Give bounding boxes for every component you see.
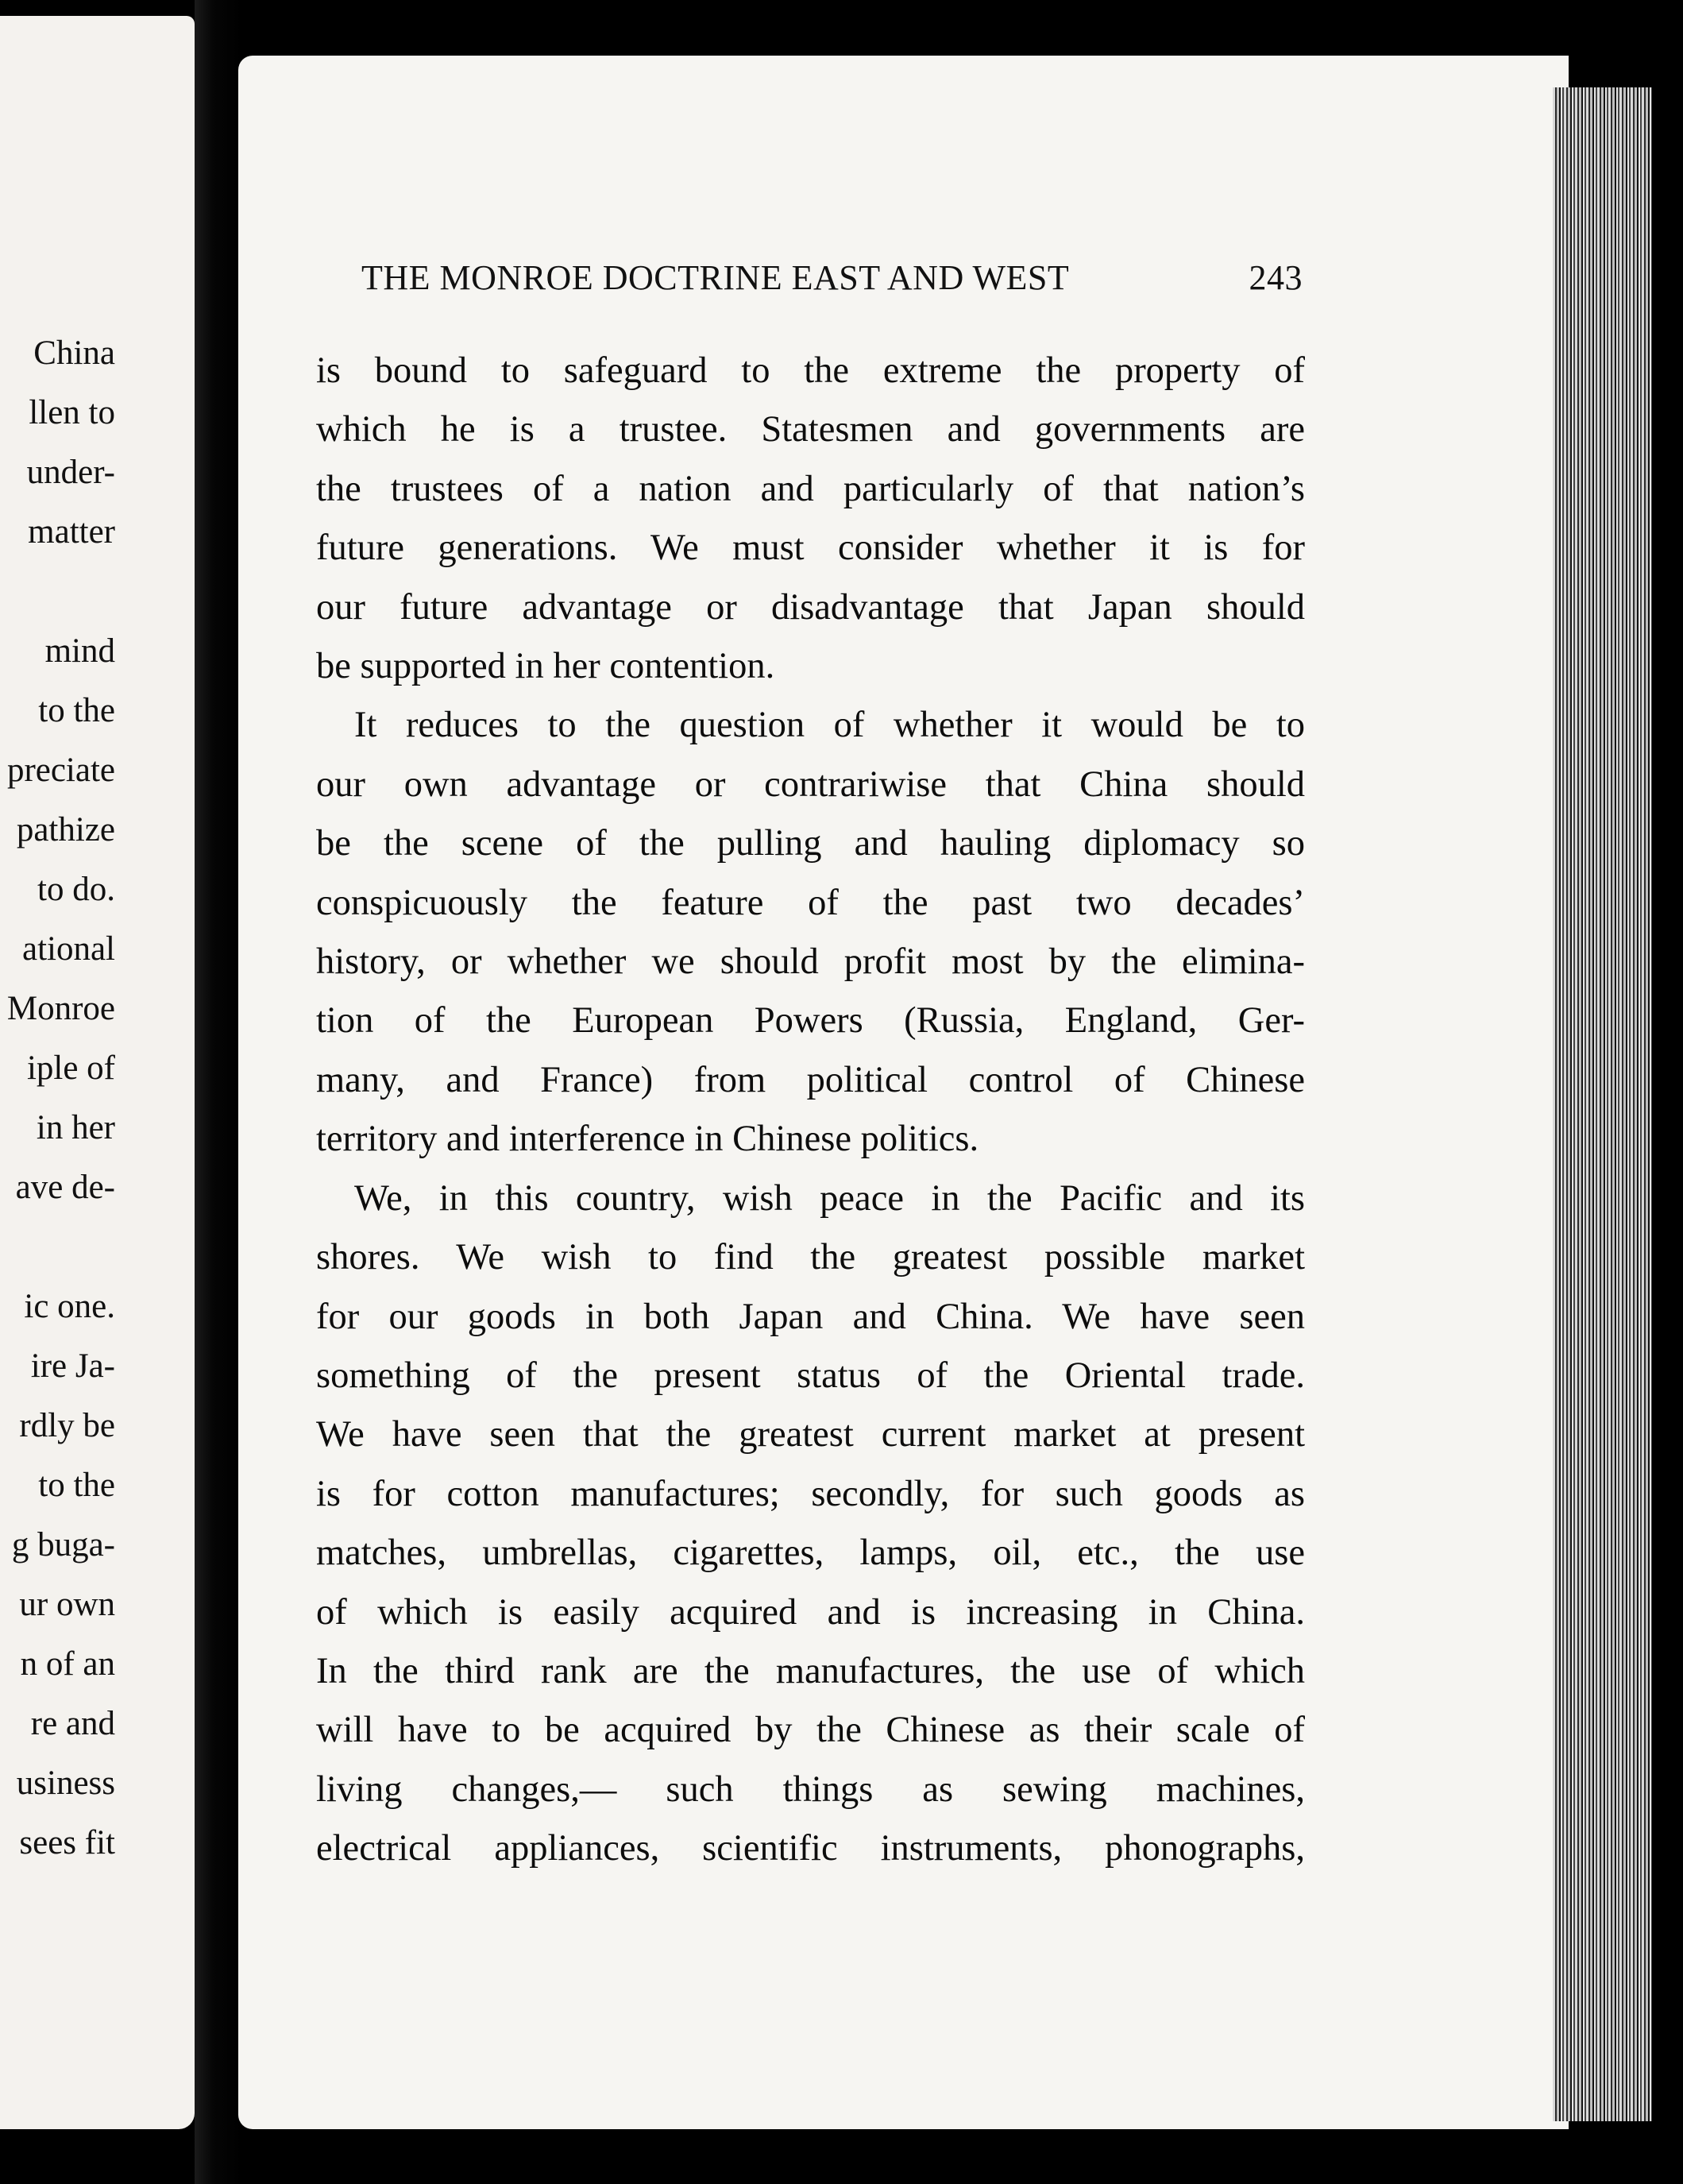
left-page-line: to do. [37, 871, 115, 908]
text-line: We, in this country, wish peace in the Pacific and its [354, 1177, 1305, 1219]
text-line: which he is a trustee. Statesmen and governments are [316, 409, 1305, 450]
text-line: is bound to safeguard to the extreme the property of [316, 350, 1305, 391]
text-line: conspicuously the feature of the past two decades’ [316, 882, 1305, 923]
left-page-line: llen to [29, 394, 115, 431]
left-page-line: Monroe [6, 990, 115, 1027]
left-page-line: ire Ja- [30, 1347, 115, 1385]
left-page-line: to the [38, 692, 115, 729]
text-line: It reduces to the question of whether it would be to [354, 705, 1305, 746]
text-line: living changes,— such things as sewing machines, [316, 1768, 1305, 1810]
page-number: 243 [1249, 258, 1303, 297]
left-page-line: China [33, 334, 115, 372]
page-body [316, 342, 1305, 1879]
left-page-line: matter [28, 513, 115, 551]
paragraph [316, 1169, 1305, 1879]
left-page-line: under- [26, 454, 115, 491]
text-line: our own advantage or contrariwise that China should [316, 763, 1305, 805]
left-page-line: pathize [16, 811, 115, 848]
text-line: In the third rank are the manufactures, the use of which [316, 1650, 1305, 1691]
text-line: electrical appliances, scientific instruments, phonographs, [316, 1828, 1305, 1869]
text-line: matches, umbrellas, cigarettes, lamps, oil, etc., the use [316, 1533, 1305, 1574]
left-page-line: ic one. [24, 1288, 115, 1325]
left-page-line: rdly be [19, 1407, 115, 1444]
paragraph [316, 342, 1305, 696]
text-line: territory and interference in Chinese politics. [316, 1119, 979, 1160]
page-edges [1553, 87, 1652, 2121]
book-gutter [195, 0, 242, 2184]
left-page-line: n of an [20, 1645, 115, 1683]
text-line: be the scene of the pulling and hauling diplomacy so [316, 823, 1305, 864]
left-page-line: in her [36, 1109, 115, 1146]
paragraph [316, 696, 1305, 1169]
left-page-line: to the [38, 1467, 115, 1504]
left-page-line: ational [21, 930, 115, 968]
text-line: of which is easily acquired and is increasing in China. [316, 1591, 1305, 1633]
left-page-line: ave de- [15, 1169, 115, 1206]
text-line: for our goods in both Japan and China. We have seen [316, 1296, 1305, 1337]
left-page-line: usiness [16, 1765, 115, 1802]
text-line: history, or whether we should profit most by the elimina- [316, 941, 1305, 983]
text-line: will have to be acquired by the Chinese as their scale of [316, 1710, 1305, 1751]
text-line: shores. We wish to find the greatest possible market [316, 1237, 1305, 1278]
text-line: something of the present status of the Oriental trade. [316, 1355, 1305, 1396]
left-page-line: ur own [19, 1586, 115, 1623]
text-line: be supported in her contention. [316, 646, 775, 687]
left-page-line: re and [30, 1705, 115, 1742]
running-head-title: THE MONROE DOCTRINE EAST AND WEST [361, 258, 1070, 297]
text-line: the trustees of a nation and particularly of that nation’s [316, 468, 1305, 509]
text-line: tion of the European Powers (Russia, England, Ger- [316, 1000, 1305, 1042]
left-facing-page [0, 16, 195, 2129]
text-line: many, and France) from political control of Chinese [316, 1059, 1305, 1100]
text-line: our future advantage or disadvantage that Japan should [316, 586, 1305, 628]
left-page-line: g buga- [11, 1526, 115, 1564]
text-line: future generations. We must consider whether it is for [316, 528, 1305, 569]
text-line: We have seen that the greatest current market at present [316, 1414, 1305, 1455]
text-line: is for cotton manufactures; secondly, for such goods as [316, 1473, 1305, 1514]
left-page-line: sees fit [19, 1824, 115, 1861]
left-page-line: iple of [26, 1049, 115, 1087]
left-page-line: mind [44, 632, 115, 670]
left-page-line: preciate [6, 752, 115, 789]
